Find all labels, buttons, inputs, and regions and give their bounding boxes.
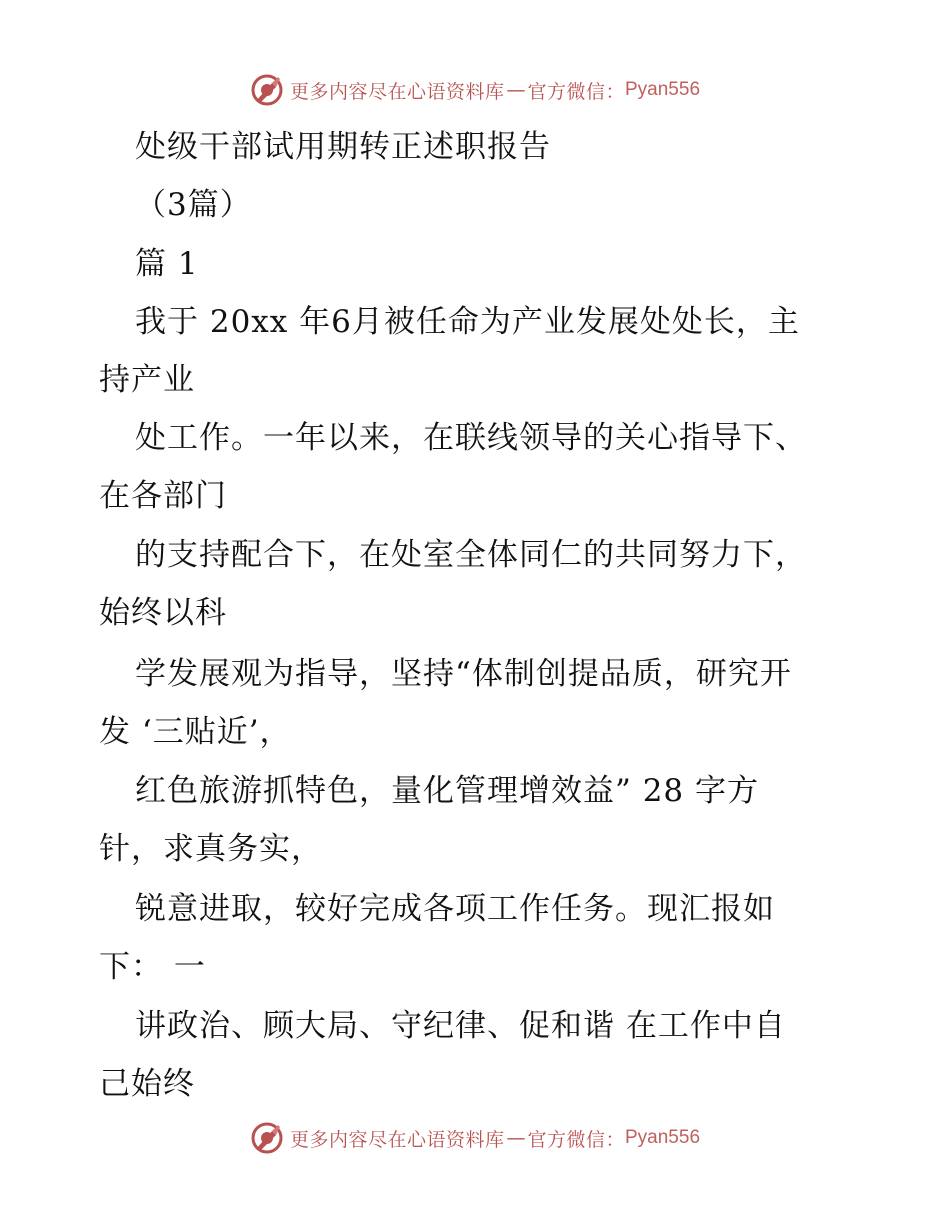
pen-nib-logo-icon bbox=[250, 1121, 284, 1155]
watermark-label: 官方微信： bbox=[527, 1128, 625, 1151]
watermark-separator: — bbox=[506, 79, 526, 101]
paragraph-line: 学发展观为指导，坚持“体制创提品质，研究开 bbox=[135, 656, 792, 692]
document-title: 处级干部试用期转正述职报告 bbox=[135, 129, 551, 165]
paragraph-line: 讲政治、顾大局、守纪律、促和谐 在工作中自 bbox=[135, 1008, 786, 1044]
watermark-text: 更多内容尽在心语资料库 bbox=[289, 80, 505, 103]
watermark-label: 官方微信： bbox=[527, 80, 625, 103]
paragraph-line: 针，求真务实， bbox=[99, 831, 323, 867]
paragraph-line: 我于 20xx 年6月被任命为产业发展处处长，主 bbox=[135, 304, 800, 340]
paragraph-line: 下： 一 bbox=[99, 949, 206, 985]
paragraph-line: 锐意进取，较好完成各项工作任务。现汇报如 bbox=[135, 891, 775, 927]
watermark-wechat-id: Pyan556 bbox=[625, 1127, 701, 1148]
document-subtitle: （3篇） bbox=[135, 187, 252, 223]
pen-nib-logo-icon bbox=[250, 73, 284, 107]
paragraph-line: 发 ‘三贴近’， bbox=[99, 714, 292, 750]
watermark-separator: — bbox=[506, 1127, 526, 1149]
paragraph-line: 己始终 bbox=[99, 1066, 195, 1102]
paragraph-line: 始终以科 bbox=[99, 595, 227, 631]
header-watermark bbox=[0, 70, 950, 110]
paragraph-line: 在各部门 bbox=[99, 478, 227, 514]
paragraph-line: 持产业 bbox=[99, 362, 195, 398]
footer-watermark bbox=[0, 1118, 950, 1158]
watermark-text: 更多内容尽在心语资料库 bbox=[289, 1128, 505, 1151]
paragraph-line: 的支持配合下，在处室全体同仁的共同努力下， bbox=[135, 537, 807, 573]
paragraph-line: 红色旅游抓特色，量化管理增效益” 28 字方 bbox=[135, 773, 760, 809]
paragraph-line: 处工作。一年以来，在联线领导的关心指导下、 bbox=[135, 420, 807, 456]
watermark-wechat-id: Pyan556 bbox=[625, 79, 701, 100]
section-heading: 篇 1 bbox=[135, 246, 199, 282]
